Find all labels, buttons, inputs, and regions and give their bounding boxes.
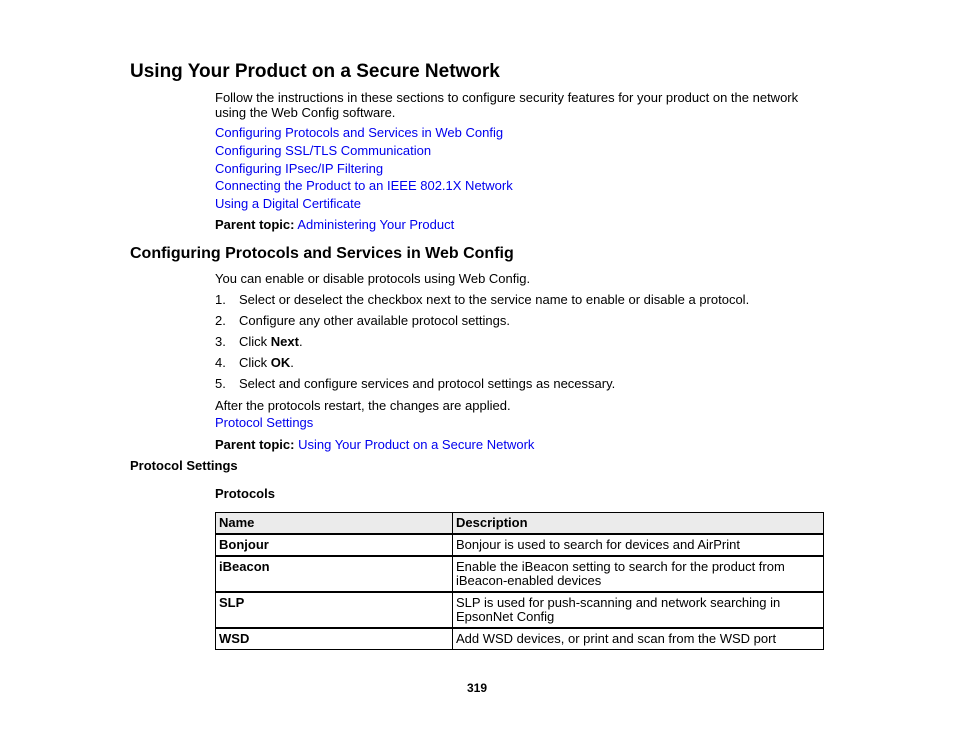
step-number: 4. <box>215 355 226 370</box>
step-text-part: Select or deselect the checkbox next to the service name to enable or disable a protocol. <box>239 292 750 307</box>
description-line: iBeacon-enabled devices <box>456 573 602 588</box>
protocols-table <box>215 512 824 650</box>
intro-line: Follow the instructions in these sections to configure security features for your product on the network <box>215 90 799 105</box>
section-heading: Configuring Protocols and Services in Web Config <box>130 245 514 262</box>
link-protocol-settings[interactable]: Protocol Settings <box>215 415 314 430</box>
description-line: SLP is used for push-scanning and network searching in <box>456 595 781 610</box>
page-number: 319 <box>466 681 488 695</box>
table-row <box>216 556 824 592</box>
protocol-name: WSD <box>216 628 453 650</box>
description-line: Bonjour is used to search for devices and AirPrint <box>456 537 740 552</box>
parent-topic <box>215 217 454 232</box>
step-text <box>239 355 294 370</box>
link-ssl-tls[interactable]: Configuring SSL/TLS Communication <box>215 143 432 158</box>
step-text-part: Click <box>239 355 271 370</box>
step-number: 1. <box>215 292 226 307</box>
parent-topic-link[interactable]: Administering Your Product <box>297 217 455 232</box>
page-title: Using Your Product on a Secure Network <box>130 61 500 82</box>
step-number: 5. <box>215 376 226 391</box>
step-strong: OK <box>270 355 291 370</box>
step-number: 3. <box>215 334 226 349</box>
intro-paragraph <box>215 90 798 120</box>
protocol-description <box>453 556 824 592</box>
link-ipsec[interactable]: Configuring IPsec/IP Filtering <box>215 161 384 176</box>
step-strong: Next <box>270 334 299 349</box>
step-text-part: . <box>290 355 294 370</box>
step-text <box>239 376 615 391</box>
protocol-name: iBeacon <box>216 556 453 592</box>
column-header-name: Name <box>216 513 453 535</box>
link-digital-certificate[interactable]: Using a Digital Certificate <box>215 196 361 211</box>
step-number: 2. <box>215 313 226 328</box>
description-line: Enable the iBeacon setting to search for the product from <box>456 559 785 574</box>
protocol-description <box>453 592 824 628</box>
link-configuring-protocols[interactable]: Configuring Protocols and Services in Web Config <box>215 125 504 140</box>
step-text <box>239 292 749 307</box>
protocol-description <box>453 534 824 556</box>
protocol-name: SLP <box>216 592 453 628</box>
parent-topic-label: Parent topic: <box>215 217 295 232</box>
table-header-row <box>216 513 824 535</box>
step-text-part: Configure any other available protocol settings. <box>239 313 510 328</box>
intro-line: using the Web Config software. <box>215 105 396 120</box>
step-text-part: Click <box>239 334 271 349</box>
subsection-heading: Protocol Settings <box>130 458 238 473</box>
step-text-part: Select and configure services and protocol settings as necessary. <box>239 376 616 391</box>
table-caption: Protocols <box>215 486 275 501</box>
table-row <box>216 628 824 650</box>
column-header-description: Description <box>453 513 824 535</box>
parent-topic <box>215 437 534 452</box>
parent-topic-label: Parent topic: <box>215 437 295 452</box>
table-row <box>216 592 824 628</box>
config-intro: You can enable or disable protocols using Web Config. <box>215 271 531 286</box>
protocol-name: Bonjour <box>216 534 453 556</box>
link-ieee-8021x[interactable]: Connecting the Product to an IEEE 802.1X Network <box>215 178 513 193</box>
step-text <box>239 313 510 328</box>
description-line: EpsonNet Config <box>456 609 555 624</box>
description-line: Add WSD devices, or print and scan from the WSD port <box>456 631 777 646</box>
after-text: After the protocols restart, the changes are applied. <box>215 398 511 413</box>
table-row <box>216 534 824 556</box>
parent-topic-link[interactable]: Using Your Product on a Secure Network <box>298 437 535 452</box>
step-text <box>239 334 303 349</box>
protocol-description <box>453 628 824 650</box>
step-text-part: . <box>298 334 303 349</box>
